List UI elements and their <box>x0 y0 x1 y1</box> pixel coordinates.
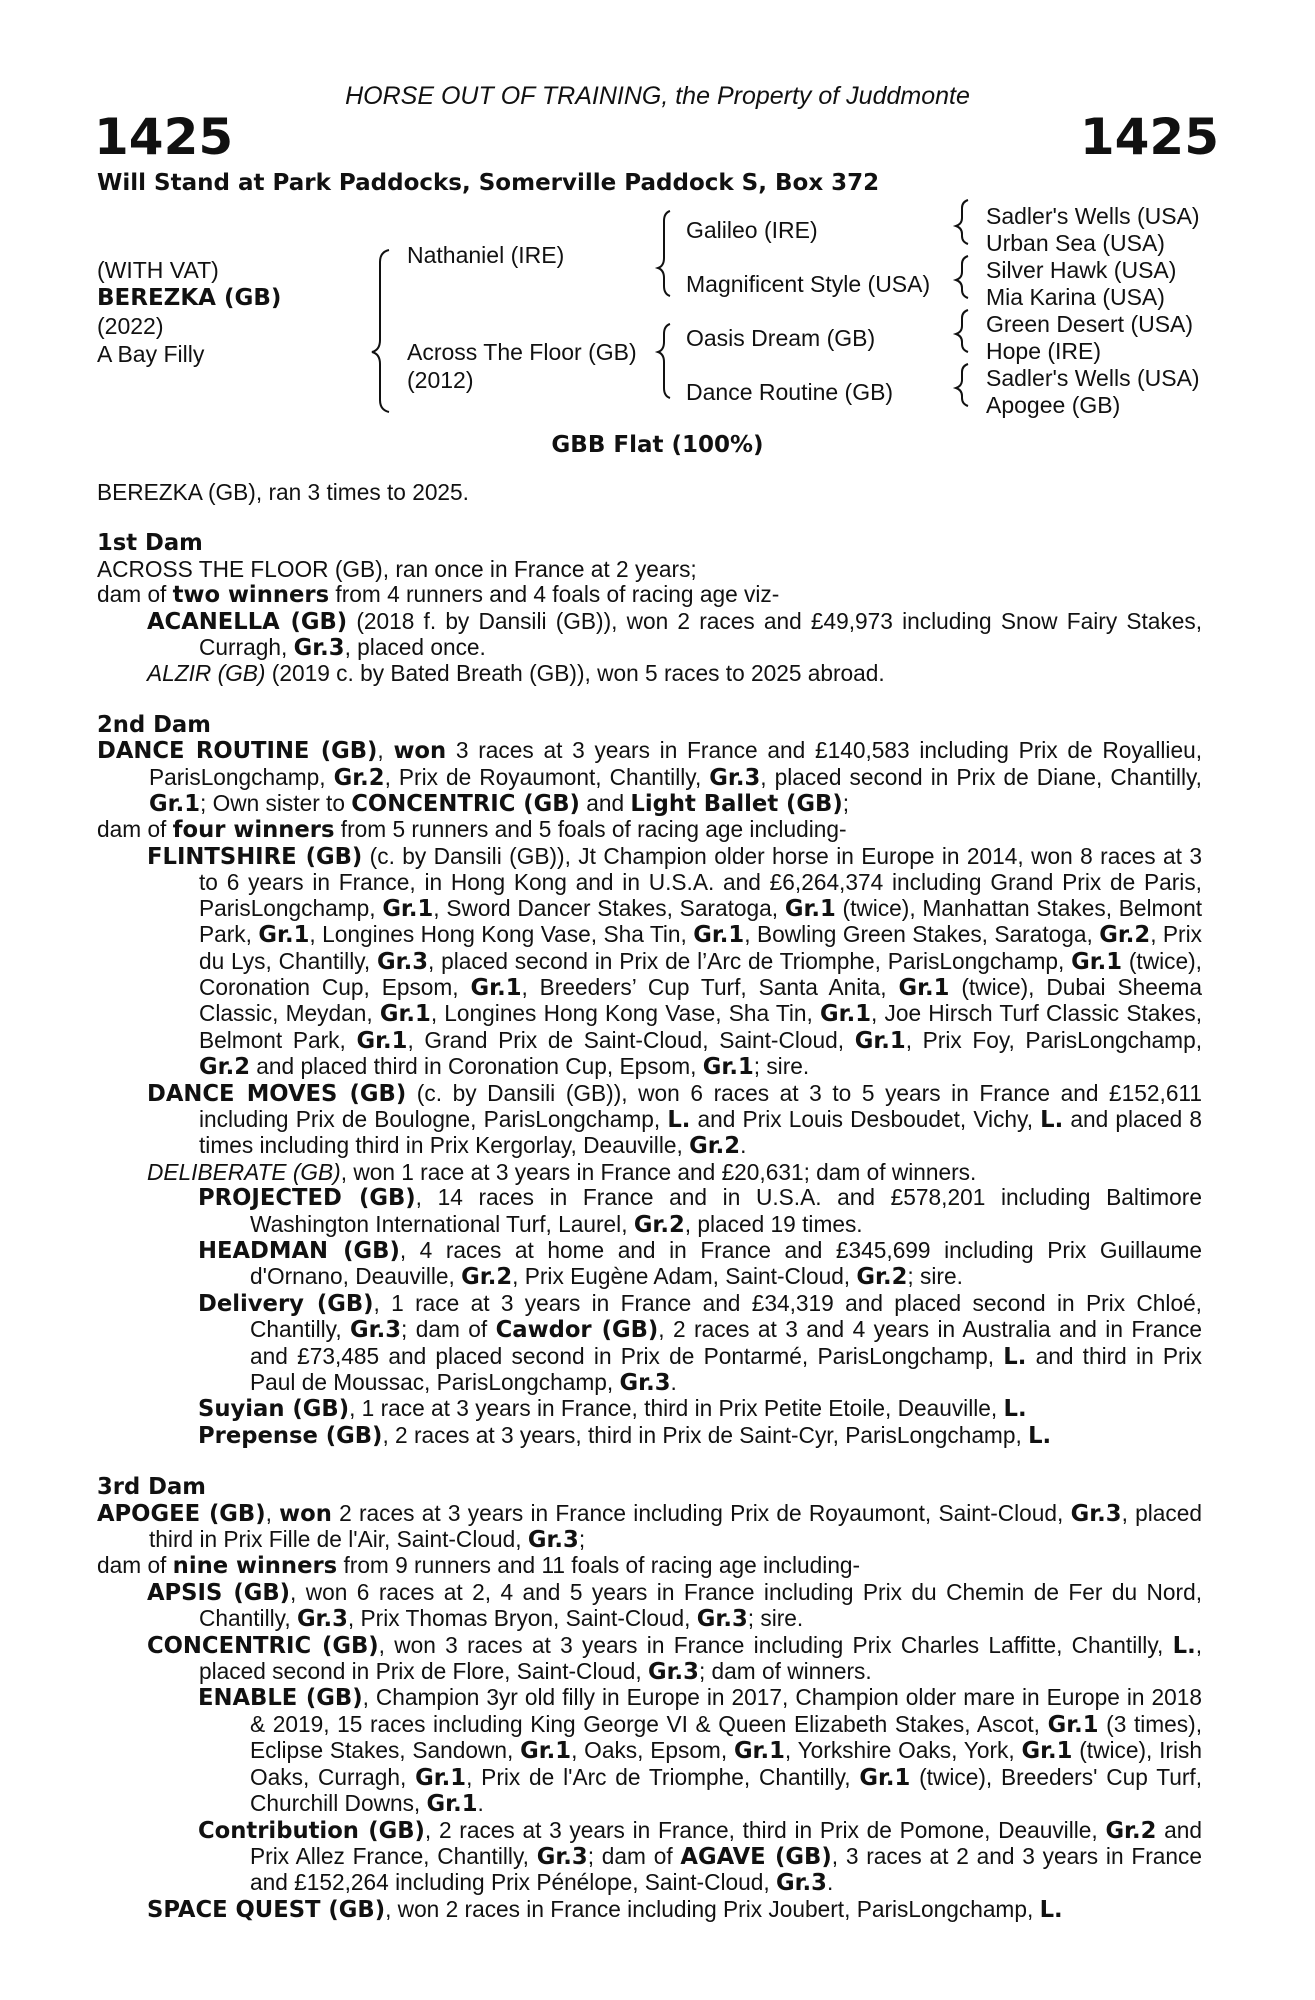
ped-g2: Urban Sea (USA) <box>986 230 1165 256</box>
produce-concentric: CONCENTRIC (GB), won 3 races at 3 years in France including Prix Charles Laffitte, Chantilly, L., placed second in Prix de Flore, Saint-Cloud, Gr.3; dam of winners. <box>147 1631 1202 1686</box>
catalogue-body <box>97 480 1202 1923</box>
produce-suyian: Suyian (GB), 1 race at 3 years in France, third in Prix Petite Etoile, Deauville, L. <box>198 1395 1027 1423</box>
ped-g1: Sadler's Wells (USA) <box>986 203 1200 229</box>
first-dam-heading: 1st Dam <box>97 530 203 557</box>
produce-projected: PROJECTED (GB), 14 races in France and in U.S.A. and £578,201 including Baltimore Washington International Turf, Laurel, Gr.2, placed 19 times. <box>198 1184 1202 1238</box>
ped-g5: Green Desert (USA) <box>986 311 1194 337</box>
produce-contribution: Contribution (GB), 2 races at 3 years in France, third in Prix de Pomone, Deauville, Gr.2 and Prix Allez France, Chantilly, Gr.3; dam of AGAVE (GB), 3 races at 2 and 3 years in France and £152,264 including Prix Pénélope, Saint-Cloud, Gr.3. <box>198 1816 1202 1897</box>
lot-number-left: 1425 <box>94 108 234 166</box>
produce-alzir: ALZIR (GB) (2019 c. by Bated Breath (GB)), won 5 races to 2025 abroad. <box>147 660 885 687</box>
produce-headman: HEADMAN (GB), 4 races at home and in France and £345,699 including Prix Guillaume d'Ornano, Deauville, Gr.2, Prix Eugène Adam, Saint-Cloud, Gr.2; sire. <box>198 1236 1202 1291</box>
second-dam-heading: 2nd Dam <box>97 711 211 738</box>
sire: Nathaniel (IRE) <box>407 242 565 268</box>
third-dam-entry: APOGEE (GB), won 2 races at 3 years in France including Prix de Royaumont, Saint-Cloud, Gr.3, placed third in Prix Fille de l'Air, Saint-Cloud, Gr.3; <box>97 1499 1202 1554</box>
horse-year: (2022) <box>97 313 164 339</box>
produce-flintshire: FLINTSHIRE (GB) (c. by Dansili (GB)), Jt Champion older horse in Europe in 2014, won 8 races at 3 to 6 years in France, in Hong Kong and in U.S.A. and £6,264,374 including Grand Prix de Paris, ParisLongchamp, Gr.1, Sword Dancer Stakes, Saratoga, Gr.1 (twice), Manhattan Stakes, Belmont Park, Gr.1, Longines Hong Kong Vase, Sha Tin, Gr.1, Bowling Green Stakes, Saratoga, Gr.2, Prix du Lys, Chantilly, Gr.3, placed second in Prix de l’Arc de Triomphe, ParisLongchamp, Gr.1 (twice), Coronation Cup, Epsom, Gr.1, Breeders’ Cup Turf, Santa Anita, Gr.1 (twice), Dubai Sheema Classic, Meydan, Gr.1, Longines Hong Kong Vase, Sha Tin, Gr.1, Joe Hirsch Turf Classic Stakes, Belmont Park, Gr.1, Grand Prix de Saint-Cloud, Saint-Cloud, Gr.1, Prix Foy, ParisLongchamp, Gr.2 and placed third in Coronation Cup, Epsom, Gr.1; sire. <box>147 842 1202 1081</box>
sire-sire: Galileo (IRE) <box>686 217 818 243</box>
ped-g4: Mia Karina (USA) <box>986 284 1165 310</box>
second-dam-entry: DANCE ROUTINE (GB), won 3 races at 3 years in France and £140,583 including Prix de Royallieu, ParisLongchamp, Gr.2, Prix de Royaumont, Chantilly, Gr.3, placed second in Prix de Diane, Chantilly, Gr.1; Own sister to CONCENTRIC (GB) and Light Ballet (GB); <box>97 737 1203 818</box>
dam-dam: Dance Routine (GB) <box>686 379 894 405</box>
dam-year: (2012) <box>407 367 474 393</box>
ped-g7: Sadler's Wells (USA) <box>986 365 1200 391</box>
produce-acanella: ACANELLA (GB) (2018 f. by Dansili (GB)), won 2 races and £49,973 including Snow Fairy Stakes, Curragh, Gr.3, placed once. <box>147 607 1202 662</box>
dam-sire: Oasis Dream (GB) <box>686 325 876 351</box>
second-dam-produce-intro: dam of four winners from 5 runners and 5 foals of racing age including- <box>97 816 847 844</box>
vat-note: (WITH VAT) <box>97 257 219 283</box>
lot-number-right: 1425 <box>1079 108 1219 166</box>
sale-title: HORSE OUT OF TRAINING, the Property of Juddmonte <box>345 82 970 110</box>
ped-g8: Apogee (GB) <box>986 392 1121 418</box>
produce-dance-moves: DANCE MOVES (GB) (c. by Dansili (GB)), won 6 races at 3 to 5 years in France and £152,611 including Prix de Boulogne, ParisLongchamp, L. and Prix Louis Desboudet, Vichy, L. and placed 8 times including third in Prix Kergorlay, Deauville, Gr.2. <box>147 1079 1202 1160</box>
ped-g6: Hope (IRE) <box>986 338 1102 364</box>
first-dam-produce-intro: dam of two winners from 4 runners and 4 foals of racing age viz- <box>97 581 780 609</box>
produce-enable: ENABLE (GB), Champion 3yr old filly in Europe in 2017, Champion older mare in Europe in 2018 & 2019, 15 races including King George VI & Queen Elizabeth Stakes, Ascot, Gr.1 (3 times), Eclipse Stakes, Sandown, Gr.1, Oaks, Epsom, Gr.1, Yorkshire Oaks, York, Gr.1 (twice), Irish Oaks, Curragh, Gr.1, Prix de l'Arc de Triomphe, Chantilly, Gr.1 (twice), Breeders' Cup Turf, Churchill Downs, Gr.1. <box>198 1684 1203 1818</box>
produce-prepense: Prepense (GB), 2 races at 3 years, third in Prix de Saint-Cyr, ParisLongchamp, L. <box>198 1421 1052 1449</box>
third-dam-heading: 3rd Dam <box>97 1474 206 1501</box>
produce-deliberate: DELIBERATE (GB), won 1 race at 3 years in France and £20,631; dam of winners. <box>147 1158 977 1185</box>
produce-delivery: Delivery (GB), 1 race at 3 years in France and £34,319 and placed second in Prix Chloé, Chantilly, Gr.3; dam of Cawdor (GB), 2 races at 3 and 4 years in Australia and in France and £73,485 and placed second in Prix de Pontarmé, ParisLongchamp, L. and third in Prix Paul de Moussac, ParisLongchamp, Gr.3. <box>198 1289 1202 1396</box>
first-dam-entry: ACROSS THE FLOOR (GB), ran once in France at 2 years; <box>97 555 697 582</box>
third-dam-produce-intro: dam of nine winners from 9 runners and 11 foals of racing age including- <box>97 1552 861 1580</box>
intro-line: BEREZKA (GB), ran 3 times to 2025. <box>97 479 469 505</box>
produce-apsis: APSIS (GB), won 6 races at 2, 4 and 5 years in France including Prix du Chemin de Fer du Nord, Chantilly, Gr.3, Prix Thomas Bryon, Saint-Cloud, Gr.3; sire. <box>147 1578 1202 1633</box>
ped-g3: Silver Hawk (USA) <box>986 257 1177 283</box>
stand-location: Will Stand at Park Paddocks, Somerville Paddock S, Box 372 <box>97 170 880 196</box>
horse-name: BEREZKA (GB) <box>97 285 282 311</box>
rating: GBB Flat (100%) <box>551 432 764 458</box>
sire-dam: Magnificent Style (USA) <box>686 271 931 297</box>
horse-description: A Bay Filly <box>97 341 205 367</box>
dam: Across The Floor (GB) <box>407 339 637 365</box>
produce-space-quest: SPACE QUEST (GB), won 2 races in France including Prix Joubert, ParisLongchamp, L. <box>147 1895 1063 1923</box>
